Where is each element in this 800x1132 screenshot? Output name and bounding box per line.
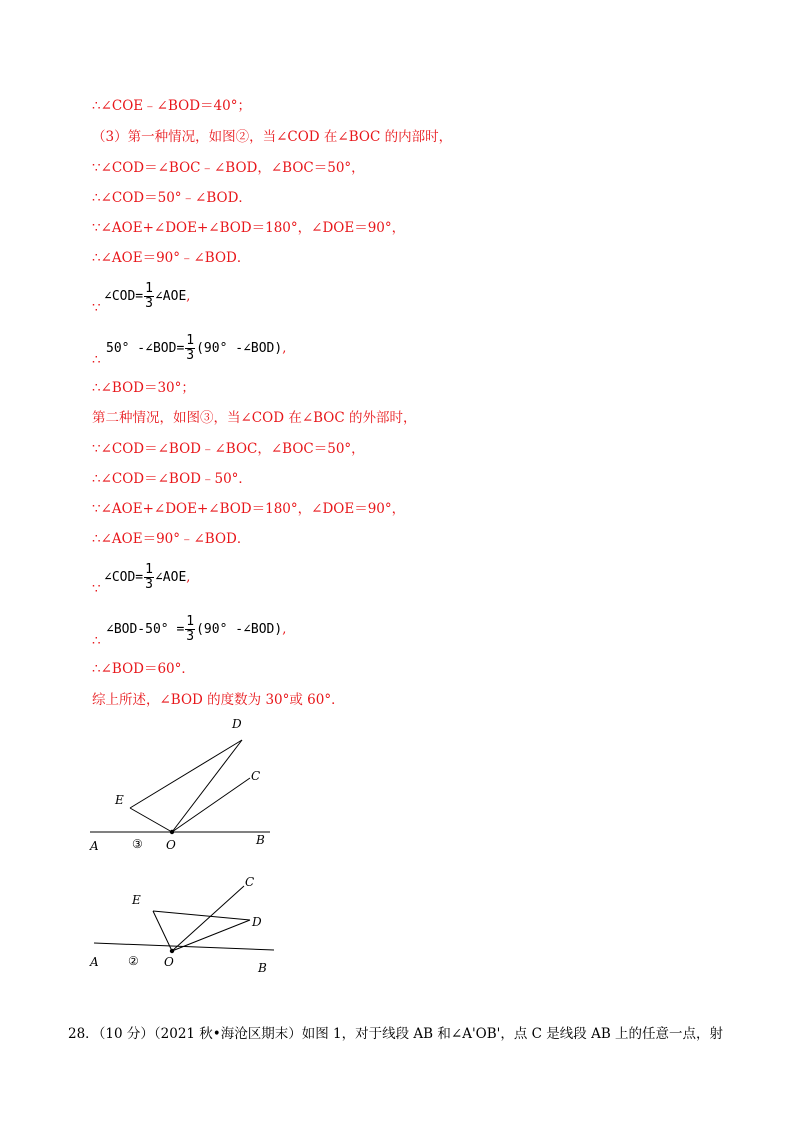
solution-line: ∵∠COD＝∠BOC﹣∠BOD，∠BOC＝50°， — [92, 160, 365, 176]
eq-left: ∠COD= — [104, 289, 144, 304]
solution-line: ∴∠AOE＝90°﹣∠BOD． — [92, 250, 251, 266]
eq-right: (90° -∠BOD) — [196, 341, 283, 356]
solution-line: ∴∠COD＝∠BOD﹣50°． — [92, 471, 252, 487]
label-c: C — [245, 875, 255, 889]
eq-left: ∠COD= — [104, 570, 144, 585]
solution-line: ∵∠AOE+∠DOE+∠BOD＝180°，∠DOE＝90°， — [92, 220, 406, 236]
point-o — [170, 949, 174, 953]
label-c: C — [251, 769, 261, 783]
eq-left: 50° -∠BOD= — [106, 341, 185, 356]
figure-number: ③ — [132, 837, 143, 851]
label-b: B — [258, 961, 267, 975]
label-e: E — [115, 793, 124, 807]
label-o: O — [166, 838, 176, 852]
fraction: $\frac{1}{3}$ — [186, 614, 195, 644]
segment-ed — [153, 911, 250, 920]
because-symbol: ∵ — [92, 300, 101, 316]
eq-right: (90° -∠BOD) — [196, 622, 283, 637]
label-d: D — [252, 915, 262, 929]
figure-2-diagram — [80, 868, 300, 988]
because-symbol: ∵ — [92, 581, 101, 597]
label-b: B — [256, 833, 265, 847]
label-d: D — [232, 717, 242, 731]
therefore-symbol: ∴ — [92, 352, 101, 368]
fraction: $\frac{1}{3}$ — [186, 333, 195, 363]
question-28: 28．（10 分）（2021 秋•海沧区期末）如图 1，对于线段 AB 和∠A'OB'，点 C 是线段 AB 上的任意一点，射 — [68, 1026, 724, 1042]
label-o: O — [164, 955, 174, 969]
ray-oc — [172, 778, 250, 832]
point-o — [170, 830, 174, 834]
label-e: E — [132, 893, 141, 907]
solution-line: ∵∠AOE+∠DOE+∠BOD＝180°，∠DOE＝90°， — [92, 501, 406, 517]
ray-od — [172, 920, 250, 951]
figure-number: ② — [128, 954, 139, 968]
ray-oe — [130, 808, 172, 832]
eq-right: ∠AOE — [154, 570, 187, 585]
fraction: $\frac{1}{3}$ — [145, 562, 153, 592]
solution-line: ∴∠COD＝50°﹣∠BOD． — [92, 190, 252, 206]
fraction: $\frac{1}{3}$ — [145, 281, 153, 311]
label-a: A — [90, 955, 99, 969]
figure-3-diagram — [80, 710, 300, 860]
therefore-symbol: ∴ — [92, 633, 101, 649]
eq-left: ∠BOD-50° = — [106, 622, 185, 637]
conclusion-line: 综上所述，∠BOD 的度数为 30°或 60°． — [92, 692, 345, 708]
solution-line: ∵∠COD＝∠BOD﹣∠BOC，∠BOC＝50°， — [92, 441, 365, 457]
result-line: ∴∠BOD＝30°； — [92, 380, 195, 396]
eq-right: ∠AOE — [154, 289, 187, 304]
solution-line: ∴∠COE﹣∠BOD＝40°； — [92, 98, 251, 114]
result-line: ∴∠BOD＝60°． — [92, 661, 195, 677]
solution-line: ∴∠AOE＝90°﹣∠BOD． — [92, 531, 251, 547]
solution-line: （3）第一种情况，如图②，当∠COD 在∠BOC 的内部时， — [92, 129, 453, 145]
solution-line: 第二种情况，如图③，当∠COD 在∠BOC 的外部时， — [92, 410, 417, 426]
ray-od — [172, 740, 242, 832]
label-a: A — [90, 839, 99, 853]
segment-ed — [130, 740, 242, 808]
